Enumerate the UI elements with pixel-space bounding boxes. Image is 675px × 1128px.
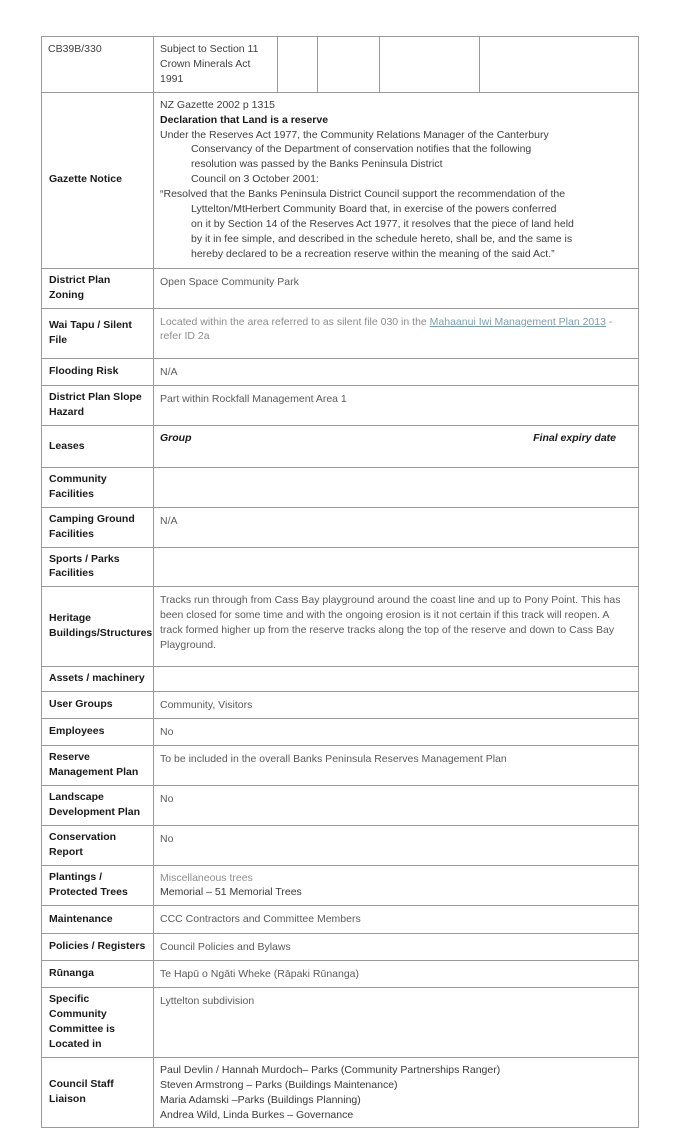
header-cell-5 (380, 37, 480, 93)
row-value-14: To be included in the overall Banks Peninsula Reserves Management Plan (154, 746, 639, 786)
row-label-16: Conservation Report (42, 825, 154, 865)
table-row (42, 587, 639, 667)
header-cell-2-line-2: Crown Minerals Act 1991 (160, 57, 251, 85)
gazette-line: Lyttelton/MtHerbert Community Board that, in exercise of the powers conferred (191, 203, 557, 216)
row-value-4: N/A (154, 359, 639, 386)
header-cell-2-line-1: Subject to Section 11 (160, 43, 259, 55)
table-row (42, 692, 639, 719)
row-value-20: Te Hapū o Ngāti Wheke (Rāpaki Rūnanga) (154, 961, 639, 988)
row-label-21 (42, 988, 154, 1058)
table-row (42, 92, 639, 268)
row-value-17 (154, 865, 639, 906)
table-row (42, 961, 639, 988)
link-suffix-text: - refer ID 2a (160, 315, 613, 343)
row-label-line: Heritage (49, 612, 92, 625)
row-value-15: No (154, 785, 639, 825)
header-cell-1-line-1: CB39B/330 (48, 43, 102, 55)
row-value-2: Open Space Community Park (154, 268, 639, 308)
row-label-3: Wai Tapu / Silent File (42, 308, 154, 359)
row-value-8: N/A (154, 507, 639, 547)
table-row (42, 386, 639, 426)
row-label-13: Employees (42, 719, 154, 746)
row-label-10 (42, 587, 154, 667)
table-row (42, 467, 639, 507)
row-value-7 (154, 467, 639, 507)
gazette-line: NZ Gazette 2002 p 1315 (160, 98, 275, 111)
table-row (42, 359, 639, 386)
gazette-line: Under the Reserves Act 1977, the Community Relations Manager of the Canterbury (160, 128, 549, 141)
header-cell-6 (480, 37, 639, 93)
table-row (42, 667, 639, 692)
gazette-line: by it in fee simple, and described in the schedule hereto, shall be, and the same is (191, 232, 573, 245)
row-label-9: Sports / Parks Facilities (42, 547, 154, 587)
row-label-line: Committee is Located in (49, 1022, 115, 1050)
gazette-line: Declaration that Land is a reserve (160, 113, 329, 126)
table-header-row (42, 37, 639, 93)
row-value-10: Tracks run through from Cass Bay playground around the coast line and up to Pony Point. This has been closed for some time and with the ongoing erosion is it not certain if this track will reopen. A track formed higher up from the reserve tracks along the top of the reserve and down to Cass Bay Playground. (154, 587, 639, 667)
row-label-11: Assets / machinery (42, 667, 154, 692)
gazette-line: hereby declared to be a recreation reserve within the meaning of the said Act.” (191, 247, 555, 260)
table-row (42, 746, 639, 786)
table-row (42, 906, 639, 934)
row-label-12: User Groups (42, 692, 154, 719)
row-label-22: Council Staff Liaison (42, 1057, 154, 1128)
leases-empty-area (160, 446, 632, 462)
row-value-21: Lyttelton subdivision (154, 988, 639, 1058)
gazette-line: resolution was passed by the Banks Peninsula District (191, 158, 443, 171)
row-value-18: CCC Contractors and Committee Members (154, 906, 639, 934)
table-row (42, 547, 639, 587)
row-value-16: No (154, 825, 639, 865)
header-cell-3 (278, 37, 318, 93)
row-label-7: Community Facilities (42, 467, 154, 507)
header-cell-1 (42, 37, 154, 93)
gazette-line: Conservancy of the Department of conservation notifies that the following (191, 143, 532, 156)
value-line: Miscellaneous trees (160, 871, 253, 884)
leases-group-header: Group (160, 432, 192, 445)
table-row (42, 934, 639, 961)
row-value-1 (154, 92, 639, 268)
row-label-8: Camping Ground Facilities (42, 507, 154, 547)
row-label-6: Leases (42, 426, 154, 468)
row-label-1: Gazette Notice (42, 92, 154, 268)
table-row (42, 308, 639, 359)
table-row (42, 1057, 639, 1128)
row-label-4: Flooding Risk (42, 359, 154, 386)
table-row (42, 719, 639, 746)
row-label-line: Specific Community (49, 993, 107, 1021)
row-value-6 (154, 426, 639, 468)
table-body (42, 37, 639, 1128)
row-value-22 (154, 1057, 639, 1128)
row-value-13: No (154, 719, 639, 746)
value-line: Andrea Wild, Linda Burkes – Governance (160, 1108, 354, 1121)
gazette-line: “Resolved that the Banks Peninsula District Council support the recommendation of the (160, 188, 566, 201)
row-label-5: District Plan Slope Hazard (42, 386, 154, 426)
row-label-2: District Plan Zoning (42, 268, 154, 308)
value-line: Maria Adamski –Parks (Buildings Planning) (160, 1093, 361, 1106)
table-row (42, 785, 639, 825)
row-value-11 (154, 667, 639, 692)
row-value-9 (154, 547, 639, 587)
value-line: Paul Devlin / Hannah Murdoch– Parks (Community Partnerships Ranger) (160, 1063, 501, 1076)
leases-expiry-header: Final expiry date (533, 432, 617, 445)
table-row (42, 825, 639, 865)
header-cell-4 (318, 37, 380, 93)
reserve-record-table (41, 36, 639, 1128)
row-label-15: Landscape Development Plan (42, 785, 154, 825)
leases-header (160, 431, 632, 446)
row-value-5: Part within Rockfall Management Area 1 (154, 386, 639, 426)
value-line: Steven Armstrong – Parks (Buildings Maintenance) (160, 1078, 398, 1091)
gazette-line: on it by Section 14 of the Reserves Act 1977, it resolves that the piece of land held (191, 217, 574, 230)
gazette-line: Council on 3 October 2001: (191, 173, 319, 186)
table-row (42, 865, 639, 906)
row-label-20: Rūnanga (42, 961, 154, 988)
value-line: Memorial – 51 Memorial Trees (160, 886, 302, 899)
table-row (42, 268, 639, 308)
mahaanui-iwi-management-plan-link[interactable]: Mahaanui Iwi Management Plan 2013 (429, 315, 606, 328)
row-label-14: Reserve Management Plan (42, 746, 154, 786)
table-row (42, 507, 639, 547)
row-label-line: Buildings/Structures (49, 627, 153, 640)
row-value-12: Community, Visitors (154, 692, 639, 719)
row-label-17: Plantings / Protected Trees (42, 865, 154, 906)
table-row (42, 988, 639, 1058)
header-cell-2 (154, 37, 278, 93)
row-value-3 (154, 308, 639, 359)
table-row (42, 426, 639, 468)
row-value-19: Council Policies and Bylaws (154, 934, 639, 961)
row-label-18: Maintenance (42, 906, 154, 934)
link-prefix-text: Located within the area referred to as silent file 030 in the (160, 315, 430, 328)
row-label-19: Policies / Registers (42, 934, 154, 961)
